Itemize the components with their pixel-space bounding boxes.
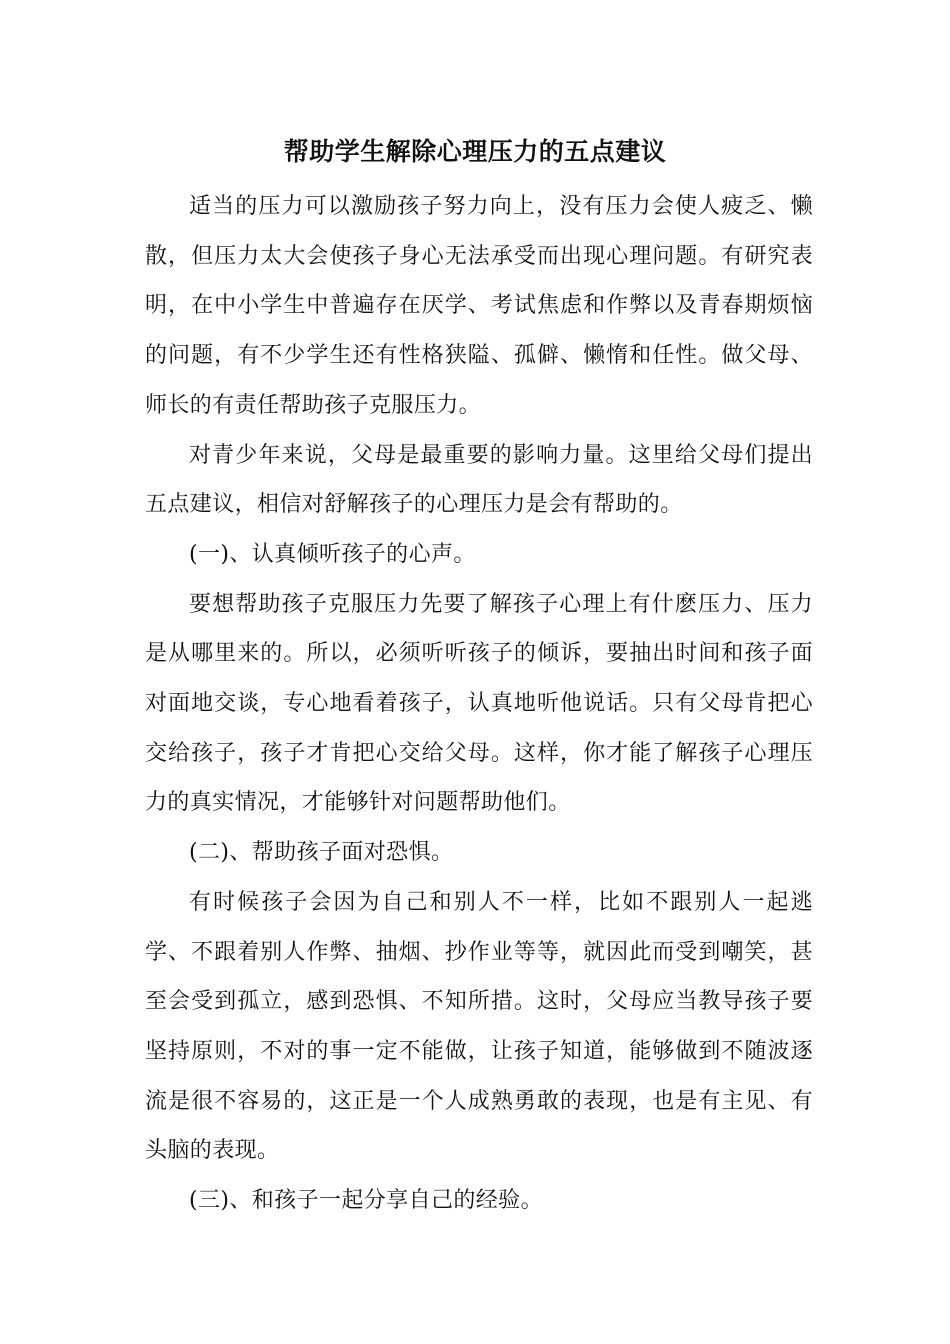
paragraph-fear: 有时候孩子会因为自己和别人不一样，比如不跟别人一起逃学、不跟着别人作弊、抽烟、抄作业等等，就因此而受到嘲笑，甚至会受到孤立，感到恐惧、不知所措。这时，父母应当教导孩子要坚持原则，不对的事一定不能做，让孩子知道，能够做到不随波逐流是很不容易的，这正是一个人成熟勇敢的表现，也是有主见、有头脑的表现。: [145, 889, 813, 1164]
paragraph-parents-influence: 对青少年来说，父母是最重要的影响力量。这里给父母们提出五点建议，相信对舒解孩子的心理压力是会有帮助的。: [145, 442, 813, 518]
section-heading-2: (二)、帮助孩子面对恐惧。: [189, 840, 454, 866]
paragraph-listen: 要想帮助孩子克服压力先要了解孩子心理上有什麽压力、压力是从哪里来的。所以，必须听听孩子的倾诉，要抽出时间和孩子面对面地交谈，专心地看着孩子，认真地听他说话。只有父母肯把心交给孩子，孩子才肯把心交给父母。这样，你才能了解孩子心理压力的真实情况，才能够针对问题帮助他们。: [145, 591, 813, 816]
section-heading-1: (一)、认真倾听孩子的心声。: [189, 541, 476, 567]
document-body: [145, 182, 813, 1226]
document-title: 帮助学生解除心理压力的五点建议: [283, 137, 667, 166]
section-heading-3: (三)、和孩子一起分享自己的经验。: [189, 1188, 543, 1214]
paragraph-intro: 适当的压力可以激励孩子努力向上，没有压力会使人疲乏、懒散，但压力太大会使孩子身心无法承受而出现心理问题。有研究表明，在中小学生中普遍存在厌学、考试焦虑和作弊以及青春期烦恼的问题，有不少学生还有性格狭隘、孤僻、懒惰和任性。做父母、师长的有责任帮助孩子克服压力。: [145, 194, 813, 418]
